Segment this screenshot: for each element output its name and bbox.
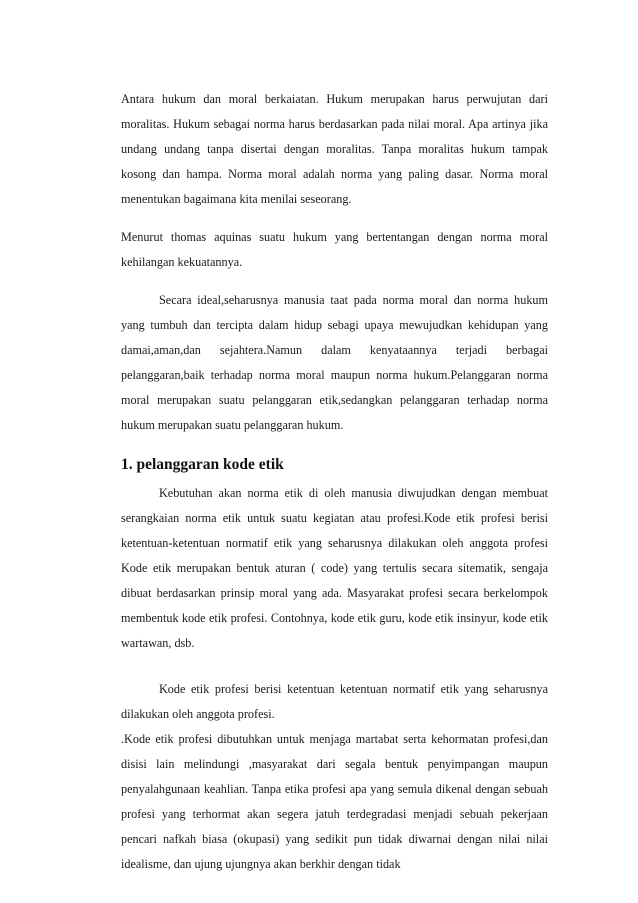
section-heading: 1. pelanggaran kode etik	[121, 456, 284, 473]
paragraph-law-and-morality: Antara hukum dan moral berkaiatan. Hukum merupakan harus perwujutan dari moralitas. Hukum sebagai norma harus berdasarkan pada nilai moral. Apa artinya jika undang undang tanpa disertai dengan moralitas. Tanpa moralitas hukum tampak kosong dan hampa. Norma moral adalah norma yang paling dasar. Norma moral menentukan bagaimana kita menilai seseorang.	[121, 92, 548, 206]
paragraph-ideal-obedience: Secara ideal,seharusnya manusia taat pada norma moral dan norma hukum yang tumbuh dan tercipta dalam hidup sebagi upaya mewujudkan kehidupan yang damai,aman,dan sejahtera.Namun dalam kenyataannya terjadi berbagai pelanggaran,baik terhadap norma moral maupun norma hukum.Pelanggaran norma moral merupakan suatu pelanggaran etik,sedangkan pelanggaran terhadap norma hukum merupakan suatu pelanggaran hukum.	[121, 293, 548, 432]
paragraph-ethics-code-content: Kode etik profesi berisi ketentuan ketentuan normatif etik yang seharusnya dilakukan oleh anggota profesi.	[121, 682, 548, 721]
paragraph-ethics-code-purpose: .Kode etik profesi dibutuhkan untuk menjaga martabat serta kehormatan profesi,dan disisi lain melindungi ,masyarakat dari segala bentuk penyimpangan maupun penyalahgunaan keahlian. Tanpa etika profesi apa yang semula dikenal dengan sebuah profesi yang terhormat akan segera jatuh terdegradasi menjadi sebuah pekerjaan pencari nafkah biasa (okupasi) yang sedikit pun tidak diwarnai dengan nilai nilai idealisme, dan ujung ujungnya akan berkhir dengan tidak	[121, 732, 548, 871]
paragraph-ethics-code-need: Kebutuhan akan norma etik di oleh manusia diwujudkan dengan membuat serangkaian norma etik untuk suatu kegiatan atau profesi.Kode etik profesi berisi ketentuan-ketentuan normatif etik yang seharusnya dilakukan oleh anggota profesi Kode etik merupakan bentuk aturan ( code) yang tertulis secara sitematik, sengaja dibuat berdasarkan prinsip moral yang ada. Masyarakat profesi secara berkelompok membentuk kode etik profesi. Contohnya, kode etik guru, kode etik insinyur, kode etik wartawan, dsb.	[121, 486, 548, 650]
page-content	[121, 87, 548, 877]
paragraph-aquinas: Menurut thomas aquinas suatu hukum yang bertentangan dengan norma moral kehilangan kekuatannya.	[121, 230, 548, 269]
